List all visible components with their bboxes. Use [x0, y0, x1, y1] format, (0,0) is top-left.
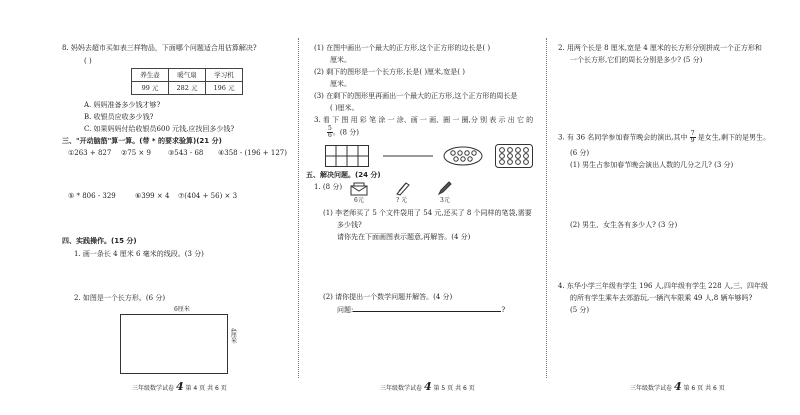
- footer-num: 4: [175, 380, 184, 393]
- q3a-text: 3. 有 36 名同学参加春节晚会的演出,其中: [558, 133, 688, 142]
- rect-height-label: 4厘米: [229, 328, 237, 344]
- footer-page: 第 6 页: [683, 385, 704, 392]
- fraction-numerator: 5: [328, 125, 332, 132]
- q8-stem: 8. 妈妈去超市买如表三样物品，下面哪个问题适合用估算解决?: [62, 44, 257, 52]
- file-bag-icon: [349, 182, 369, 196]
- footer-page: 第 5 页: [433, 385, 454, 392]
- s5-q1: 1. (8 分): [314, 183, 343, 191]
- s5-sub2: (2) 请你提出一个数学问题并解答。(4 分): [323, 293, 453, 301]
- c2-p2: (2) 剩下的图形是一个长方形,长是( )厘米,宽是( ): [314, 68, 465, 76]
- calc-4: ④358 - (196 + 127): [218, 149, 287, 157]
- calc-2: ②75 × 9: [121, 149, 151, 157]
- column-2: [283, 0, 545, 415]
- c2-p2b: 厘米。: [330, 80, 351, 88]
- s4-q1: 1. 画一条长 4 厘米 6 毫米的线段。(3 分): [74, 250, 204, 258]
- fraction-seven-ninths: [690, 131, 696, 144]
- column-1: [0, 0, 287, 415]
- oval-dots-figure: [443, 146, 483, 166]
- q3-score: 。(8 分): [332, 128, 359, 137]
- s4-q2: 2. 如图是一个长方形。(6 分): [74, 294, 166, 302]
- table-cell: 196 元: [206, 82, 243, 95]
- c3-q3b: (6 分): [570, 149, 590, 157]
- c3-q3a-line: [558, 131, 770, 144]
- footer-num: 4: [673, 380, 682, 393]
- question-label: 问题:: [337, 306, 354, 314]
- table-header-cell: 学习机: [206, 69, 243, 82]
- q8-option-c: C. 如果妈妈付给收银员600 元钱,应找回多少钱?: [84, 125, 235, 133]
- q3a-end-text: 是女生,剩下的是男生。: [697, 133, 771, 142]
- answer-blank-line[interactable]: [353, 311, 501, 312]
- c3-q3d: (2) 男生、女生各有多少人? (3 分): [570, 221, 678, 229]
- section-4-title: 四、实践操作。(15 分): [62, 237, 137, 245]
- c2-q3-fraction-line: [327, 126, 359, 139]
- s5-question-line: [337, 306, 505, 315]
- price-file-bag: 6元: [354, 197, 364, 204]
- c3-q4a: 4. 东华小学三年级有学生 196 人,四年级有学生 228 人,三、四年级: [558, 282, 768, 290]
- table-row: [132, 69, 243, 82]
- pen-icon: [437, 180, 453, 196]
- s5-sub1b: 多少钱?: [337, 221, 362, 229]
- price-table: [131, 68, 243, 95]
- footer-total: 共 6 页: [207, 385, 227, 392]
- calc-6: ⑥399 × 4: [135, 192, 170, 200]
- footer-total: 共 6 页: [705, 385, 725, 392]
- footer-prefix: 三年级数学试卷: [132, 385, 175, 392]
- circle-grid-figure: [495, 144, 533, 168]
- c2-p3b: ( )厘米。: [330, 104, 359, 112]
- column-3: [545, 0, 800, 415]
- fraction-numerator: 7: [690, 130, 695, 137]
- q8-option-a: A. 妈妈准备多少钱才够?: [84, 101, 161, 109]
- c2-q3: 3. 看 下 图 用 彩 笔 涂 一 涂、画 一 画、圈 一 圈,分 别 表 示 出 它 的: [314, 116, 534, 124]
- c3-q4b: 的所有学生乘车去郊游玩,一辆汽车限乘 49 人,8 辆车够吗?: [570, 294, 753, 302]
- section-5-title: 五、解决问题。(24 分): [306, 171, 381, 179]
- question-mark: ?: [501, 306, 506, 314]
- q8-answer-paren: ( ): [84, 57, 92, 65]
- c3-q2b: 一个长方形,它们的周长分别是多少? (5 分): [570, 56, 703, 64]
- table-cell: 282 元: [169, 82, 206, 95]
- table-cell: 99 元: [132, 82, 169, 95]
- calc-1: ①263 + 827: [68, 149, 112, 157]
- c3-q2a: 2. 用两个长是 8 厘米,宽是 4 厘米的长方形分别拼成一个正方形和: [558, 44, 762, 52]
- footer-prefix: 三年级数学试卷: [630, 385, 673, 392]
- table-header-cell: 养生壶: [132, 69, 169, 82]
- segment-line-figure: [383, 154, 433, 158]
- price-pencil-case: ? 元: [396, 197, 408, 204]
- pencil-case-icon: [394, 180, 410, 196]
- footer-page: 第 4 页: [185, 385, 206, 392]
- calc-5: ⑤ * 806 - 329: [68, 192, 116, 200]
- calc-3: ③543 - 68: [168, 149, 204, 157]
- price-pen: 3元: [440, 197, 450, 204]
- grid-rectangle-figure: [325, 145, 369, 167]
- c2-p1b: 厘米。: [330, 56, 351, 64]
- calc-7: ⑦(404 + 56) × 3: [178, 192, 238, 200]
- table-header-cell: 暖气扇: [169, 69, 206, 82]
- s5-sub1c: 请你先在下面画图表示题意,再解答。(4 分): [337, 233, 471, 241]
- footer-num: 4: [423, 380, 432, 393]
- footer-page-6: [630, 380, 725, 394]
- footer-total: 共 6 页: [455, 385, 475, 392]
- fraction-denominator: 6: [328, 132, 332, 139]
- rectangle-figure: [120, 314, 228, 374]
- fraction-denominator: 9: [690, 137, 695, 144]
- footer-page-4: [132, 380, 227, 394]
- c2-p3: (3) 在剩下的图形里再画出一个最大的正方形,这个正方形的周长是: [314, 92, 518, 100]
- c3-q4c: (5 分): [570, 306, 590, 314]
- footer-page-5: [380, 380, 475, 394]
- rect-width-label: 6厘米: [174, 306, 190, 313]
- s5-sub1a: (1) 李老师买了 5 个文件袋用了 54 元,还买了 8 个同样的笔袋,需要: [323, 209, 532, 217]
- section-3-title: 三、"开动脑筋"算一算。(带 * 的要求验算)(21 分): [62, 137, 222, 145]
- c3-q3c: (1) 男生占参加春节晚会演出人数的几分之几? (3 分): [570, 161, 734, 169]
- footer-prefix: 三年级数学试卷: [380, 385, 423, 392]
- table-row: [132, 82, 243, 95]
- c2-p1: (1) 在图中画出一个最大的正方形,这个正方形的边长是( ): [314, 44, 491, 52]
- q8-option-b: B. 收银员应收多少钱?: [84, 113, 154, 121]
